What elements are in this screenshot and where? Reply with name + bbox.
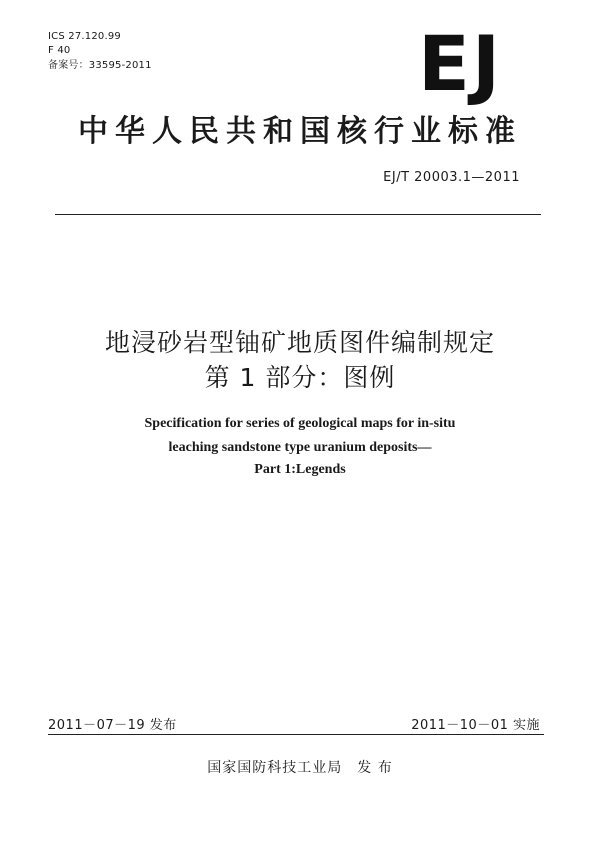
standard-number: EJ/T 20003.1—2011 bbox=[383, 170, 520, 185]
issue-date: 2011－07－19 发布 bbox=[48, 718, 177, 733]
english-title-line-2: leaching sandstone type uranium deposits— bbox=[168, 440, 432, 455]
chinese-title-line-2: 第 1 部分：图例 bbox=[204, 363, 396, 392]
footer-divider bbox=[48, 734, 544, 735]
chinese-title-line-1: 地浸砂岩型铀矿地质图件编制规定 bbox=[104, 328, 495, 357]
english-title-line-3: Part 1:Legends bbox=[254, 462, 346, 477]
english-title-line-1: Specification for series of geological maps for in-situ bbox=[144, 416, 456, 431]
header-divider bbox=[55, 214, 541, 215]
publisher: 国家国防科技工业局 发 布 bbox=[207, 760, 393, 776]
standard-title: 中华人民共和国核行业标准 bbox=[78, 114, 522, 149]
ej-logo: EJ bbox=[418, 19, 503, 108]
ics-code: ICS 27.120.99 bbox=[48, 31, 121, 42]
implementation-date: 2011－10－01 实施 bbox=[411, 718, 540, 733]
record-number: 备案号：33595-2011 bbox=[48, 60, 152, 71]
classification-code: F 40 bbox=[48, 45, 71, 56]
